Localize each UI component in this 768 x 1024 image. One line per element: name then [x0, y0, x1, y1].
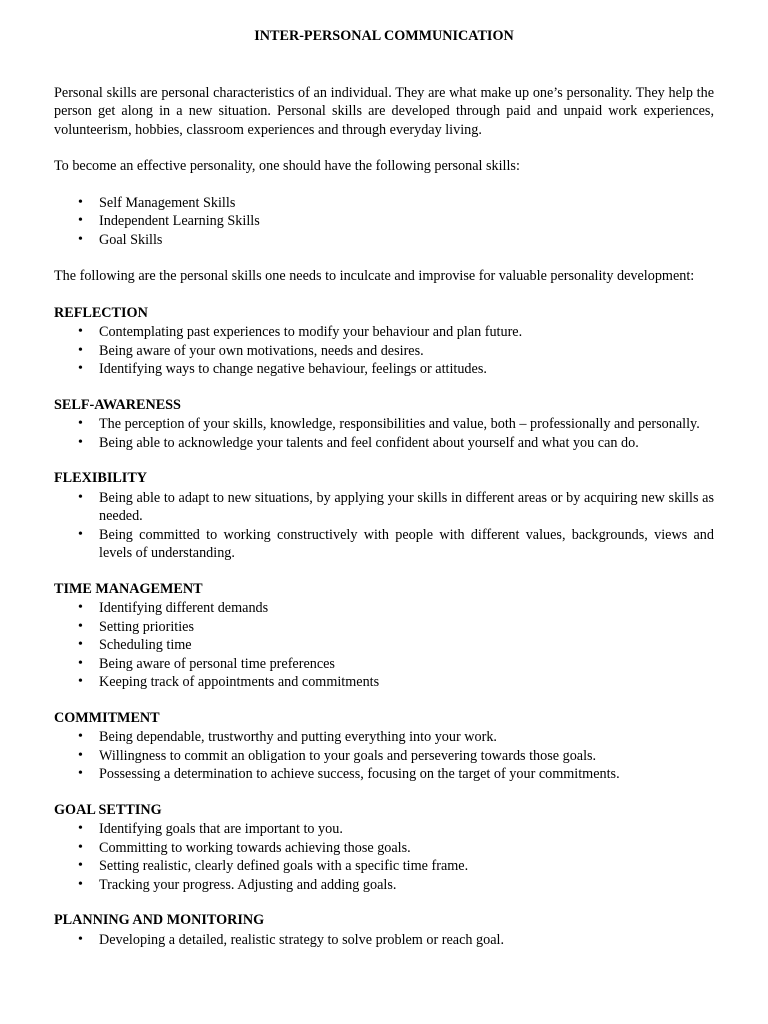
bullet-icon: •	[78, 213, 83, 228]
section-bullet-list	[54, 931, 714, 950]
section-bullet-list	[54, 728, 714, 784]
bullet-icon: •	[78, 416, 83, 431]
bullet-icon: •	[78, 618, 83, 634]
bullet-icon: •	[78, 839, 83, 855]
list-item-text: Possessing a determination to achieve success, focusing on the target of your commitments.	[99, 766, 620, 782]
bullet-icon: •	[78, 231, 83, 247]
bullet-icon: •	[78, 434, 83, 450]
skill-sections	[54, 304, 714, 950]
section-goal-setting	[54, 801, 714, 895]
list-item-text: Being dependable, trustworthy and putting everything into your work.	[99, 729, 497, 745]
bullet-icon: •	[78, 858, 83, 873]
section-bullet-list	[54, 415, 714, 452]
section-heading: GOAL SETTING	[54, 801, 162, 818]
section-heading: REFLECTION	[54, 304, 148, 321]
section-planning-and-monitoring	[54, 911, 714, 949]
list-item-text: Scheduling time	[99, 637, 192, 653]
list-item-text: Contemplating past experiences to modify your behaviour and plan future.	[99, 324, 523, 340]
list-item-text: Identifying goals that are important to you.	[99, 821, 343, 837]
list-item-text: Committing to working towards achieving those goals.	[99, 839, 411, 856]
list-item	[54, 673, 714, 692]
page-title: INTER-PERSONAL COMMUNICATION	[254, 28, 514, 44]
list-item	[54, 820, 714, 839]
list-item	[54, 489, 714, 526]
bullet-icon: •	[78, 821, 83, 836]
bullet-icon: •	[78, 526, 83, 542]
bullet-icon: •	[78, 324, 83, 339]
bullet-icon: •	[78, 674, 83, 689]
list-item-text: Tracking your progress. Adjusting and adding goals.	[99, 876, 397, 893]
list-item	[54, 323, 714, 342]
section-self-awareness	[54, 396, 714, 453]
section-reflection	[54, 304, 714, 379]
list-item	[54, 839, 714, 858]
list-item	[54, 599, 714, 618]
list-item-text: Independent Learning Skills	[99, 213, 260, 229]
bullet-icon: •	[78, 489, 83, 505]
bullet-icon: •	[78, 342, 83, 358]
section-heading: FLEXIBILITY	[54, 470, 148, 486]
list-item	[54, 526, 714, 563]
list-item-text: Being aware of your own motivations, needs and desires.	[99, 342, 424, 359]
list-item	[54, 415, 714, 434]
list-item-text: Being committed to working constructively with people with different values, backgrounds, views and levels of understanding.	[99, 526, 714, 561]
section-heading: PLANNING AND MONITORING	[54, 912, 265, 928]
section-bullet-list	[54, 820, 714, 894]
bullet-icon: •	[78, 931, 83, 947]
following-paragraph: The following are the personal skills one needs to inculcate and improvise for valuable personality development:	[54, 268, 695, 284]
list-item-text: Setting realistic, clearly defined goals with a specific time frame.	[99, 858, 469, 874]
list-item	[54, 857, 714, 876]
list-item	[54, 876, 714, 895]
list-item-text: Willingness to commit an obligation to your goals and persevering towards those goals.	[99, 747, 597, 764]
list-item	[54, 765, 714, 784]
section-bullet-list	[54, 489, 714, 563]
list-item-text: Keeping track of appointments and commitments	[99, 674, 380, 690]
list-item	[54, 618, 714, 637]
list-item-text: Setting priorities	[99, 618, 194, 635]
list-item	[54, 194, 714, 213]
list-item	[54, 728, 714, 747]
section-bullet-list	[54, 323, 714, 379]
section-heading: SELF-AWARENESS	[54, 396, 181, 413]
lead-in-paragraph: To become an effective personality, one should have the following personal skills:	[54, 158, 520, 174]
list-item-text: Being aware of personal time preferences	[99, 655, 335, 672]
list-item	[54, 360, 714, 379]
list-item	[54, 931, 714, 950]
list-item-text: Being able to adapt to new situations, by applying your skills in different areas or by acquiring new skills as needed.	[99, 489, 714, 524]
list-item-text: Identifying ways to change negative behaviour, feelings or attitudes.	[99, 361, 487, 377]
bullet-icon: •	[78, 655, 83, 671]
list-item-text: Identifying different demands	[99, 600, 269, 616]
section-bullet-list	[54, 599, 714, 692]
list-item	[54, 231, 714, 250]
bullet-icon: •	[78, 876, 83, 892]
bullet-icon: •	[78, 194, 83, 210]
bullet-icon: •	[78, 361, 83, 376]
section-flexibility	[54, 469, 714, 563]
bullet-icon: •	[78, 747, 83, 763]
section-heading: COMMITMENT	[54, 709, 160, 726]
section-time-management	[54, 580, 714, 692]
list-item	[54, 434, 714, 453]
list-item-text: Being able to acknowledge your talents and feel confident about yourself and what you can do.	[99, 434, 639, 451]
bullet-icon: •	[78, 637, 83, 652]
list-item	[54, 342, 714, 361]
bullet-icon: •	[78, 729, 83, 744]
list-item-text: Goal Skills	[99, 231, 163, 248]
bullet-icon: •	[78, 766, 83, 781]
section-heading: TIME MANAGEMENT	[54, 580, 203, 597]
intro-paragraph: Personal skills are personal characteristics of an individual. They are what make up one’s personality. They help the person get along in a new situation. Personal skills are developed through paid and unpaid work experiences, volunteerism, hobbies, classroom experiences and through everyday living.	[54, 84, 714, 138]
list-item-text: The perception of your skills, knowledge, responsibilities and value, both – professionally and personally.	[99, 416, 700, 432]
bullet-icon: •	[78, 600, 83, 615]
section-commitment	[54, 709, 714, 784]
list-item-text: Developing a detailed, realistic strategy to solve problem or reach goal.	[99, 931, 504, 948]
skills-list	[54, 194, 714, 250]
list-item	[54, 636, 714, 655]
list-item	[54, 747, 714, 766]
list-item	[54, 655, 714, 674]
list-item-text: Self Management Skills	[99, 194, 236, 211]
list-item	[54, 212, 714, 231]
